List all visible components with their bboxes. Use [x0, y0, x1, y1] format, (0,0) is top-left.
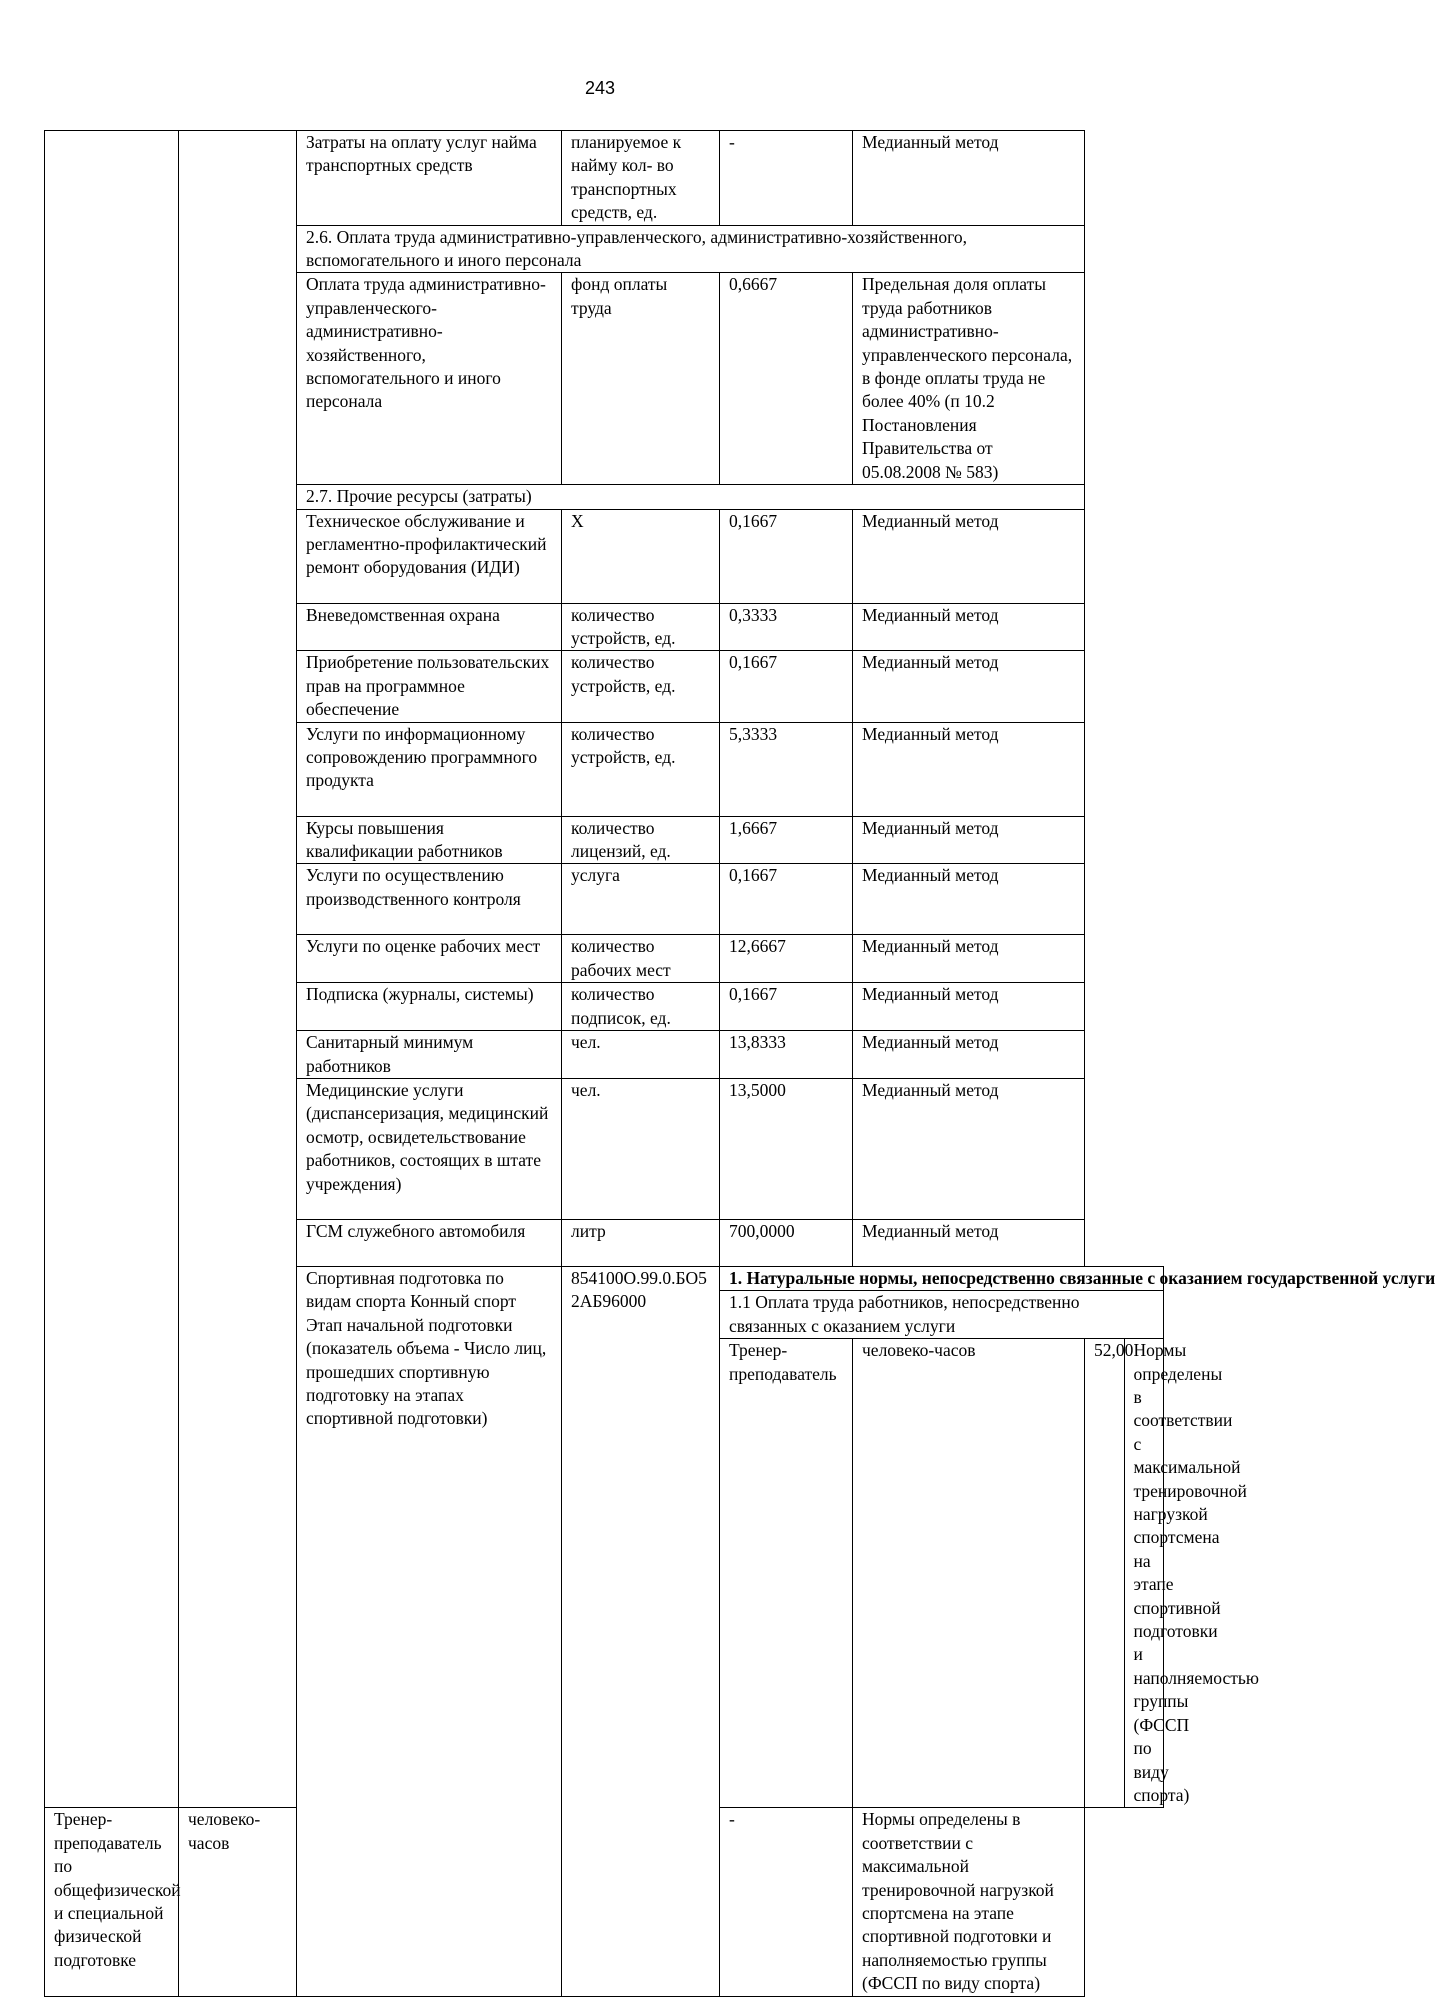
resource-value: 700,0000: [720, 1219, 853, 1266]
resource-value: 0,6667: [720, 273, 853, 485]
resource-unit: чел.: [562, 1078, 720, 1219]
table-row: [45, 131, 1164, 226]
resource-unit: количество подписок, ед.: [562, 983, 720, 1031]
page-number: 243: [584, 78, 616, 98]
resource-method: Медианный метод: [853, 935, 1085, 983]
resource-method: Медианный метод: [853, 1078, 1085, 1219]
resource-name: Приобретение пользовательских прав на программное обеспечение: [297, 651, 562, 722]
resource-value: 0,1667: [720, 651, 853, 722]
section-heading: 1.1 Оплата труда работников, непосредственно связанных с оказанием услуги: [720, 1291, 1164, 1339]
resource-value: -: [720, 131, 853, 226]
resource-unit: количество устройств, ед.: [562, 722, 720, 816]
resource-value: 0,1667: [720, 864, 853, 935]
resource-unit: количество рабочих мест: [562, 935, 720, 983]
resource-value: 0,3333: [720, 603, 853, 651]
section-heading: 2.6. Оплата труда административно-управленческого, административно-хозяйственного, вспомогательного и иного персонала: [297, 225, 1085, 273]
resource-unit: литр: [562, 1219, 720, 1266]
resource-name: Услуги по оценке рабочих мест: [297, 935, 562, 983]
resource-method: Медианный метод: [853, 983, 1085, 1031]
resource-name: Санитарный минимум работников: [297, 1031, 562, 1079]
resource-name: Тренер-преподаватель по общефизической и специальной физической подготовке: [45, 1808, 179, 1996]
resource-unit: X: [562, 509, 720, 603]
resource-value: 52,00: [1085, 1339, 1125, 1808]
resource-value: -: [720, 1808, 853, 1996]
resource-name: Техническое обслуживание и регламентно-профилактический ремонт оборудования (ИДИ): [297, 509, 562, 603]
norms-table: [44, 130, 1435, 1997]
resource-unit: человеко-часов: [853, 1339, 1085, 1808]
resource-value: 13,8333: [720, 1031, 853, 1079]
resource-method: Медианный метод: [853, 131, 1085, 226]
resource-unit: количество лицензий, ед.: [562, 816, 720, 864]
service-name: Спортивная подготовка по видам спорта Конный спорт Этап начальной подготовки (показатель объема - Число лиц, прошедших спортивную подготовку на этапах спортивной подготовки): [297, 1266, 562, 1996]
resource-name: Услуги по осуществлению производственного контроля: [297, 864, 562, 935]
resource-value: 0,1667: [720, 509, 853, 603]
service-name-cell-empty: [45, 131, 179, 1808]
resource-method: Медианный метод: [853, 1031, 1085, 1079]
resource-name: Услуги по информационному сопровождению программного продукта: [297, 722, 562, 816]
resource-unit: чел.: [562, 1031, 720, 1079]
resource-name: Медицинские услуги (диспансеризация, медицинский осмотр, освидетельствование работников, состоящих в штате учреждения): [297, 1078, 562, 1219]
resource-name: ГСМ служебного автомобиля: [297, 1219, 562, 1266]
resource-value: 1,6667: [720, 816, 853, 864]
resource-name: Оплата труда административно-управленческого-административно-хозяйственного, вспомогательного и иного персонала: [297, 273, 562, 485]
resource-unit: фонд оплаты труда: [562, 273, 720, 485]
resource-method: Медианный метод: [853, 816, 1085, 864]
section-heading: 2.7. Прочие ресурсы (затраты): [297, 485, 1085, 509]
resource-value: 12,6667: [720, 935, 853, 983]
resource-method: Медианный метод: [853, 1219, 1085, 1266]
section-heading: 1. Натуральные нормы, непосредственно связанные с оказанием государственной услуги: [720, 1266, 1164, 1290]
resource-name: Курсы повышения квалификации работников: [297, 816, 562, 864]
resource-name: Вневедомственная охрана: [297, 603, 562, 651]
resource-unit: человеко-часов: [179, 1808, 297, 1996]
service-code-cell-empty: [179, 131, 297, 1808]
resource-method: Нормы определены в соответствии с максимальной тренировочной нагрузкой спортсмена на этапе спортивной подготовки и наполняемостью группы (ФССП по виду спорта): [853, 1808, 1085, 1996]
resource-method: Предельная доля оплаты труда работников административно-управленческого персонала, в фонде оплаты труда не более 40% (п 10.2 Постановления Правительства от 05.08.2008 № 583): [853, 273, 1085, 485]
resource-value: 13,5000: [720, 1078, 853, 1219]
resource-value: 0,1667: [720, 983, 853, 1031]
service-code: 854100О.99.0.БО52АБ96000: [562, 1266, 720, 1996]
resource-value: 5,3333: [720, 722, 853, 816]
resource-unit: количество устройств, ед.: [562, 651, 720, 722]
resource-unit: планируемое к найму кол- во транспортных средств, ед.: [562, 131, 720, 226]
resource-method: Медианный метод: [853, 603, 1085, 651]
resource-method: Медианный метод: [853, 864, 1085, 935]
resource-method: Медианный метод: [853, 722, 1085, 816]
resource-method: Нормы определены в соответствии с максимальной тренировочной нагрузкой спортсмена на этапе спортивной подготовки и наполняемостью группы (ФССП по виду спорта): [1124, 1339, 1164, 1808]
resource-method: Медианный метод: [853, 651, 1085, 722]
resource-name: Подписка (журналы, системы): [297, 983, 562, 1031]
resource-method: Медианный метод: [853, 509, 1085, 603]
resource-name: Тренер-преподаватель: [720, 1339, 853, 1808]
resource-unit: услуга: [562, 864, 720, 935]
resource-unit: количество устройств, ед.: [562, 603, 720, 651]
resource-name: Затраты на оплату услуг найма транспортных средств: [297, 131, 562, 226]
